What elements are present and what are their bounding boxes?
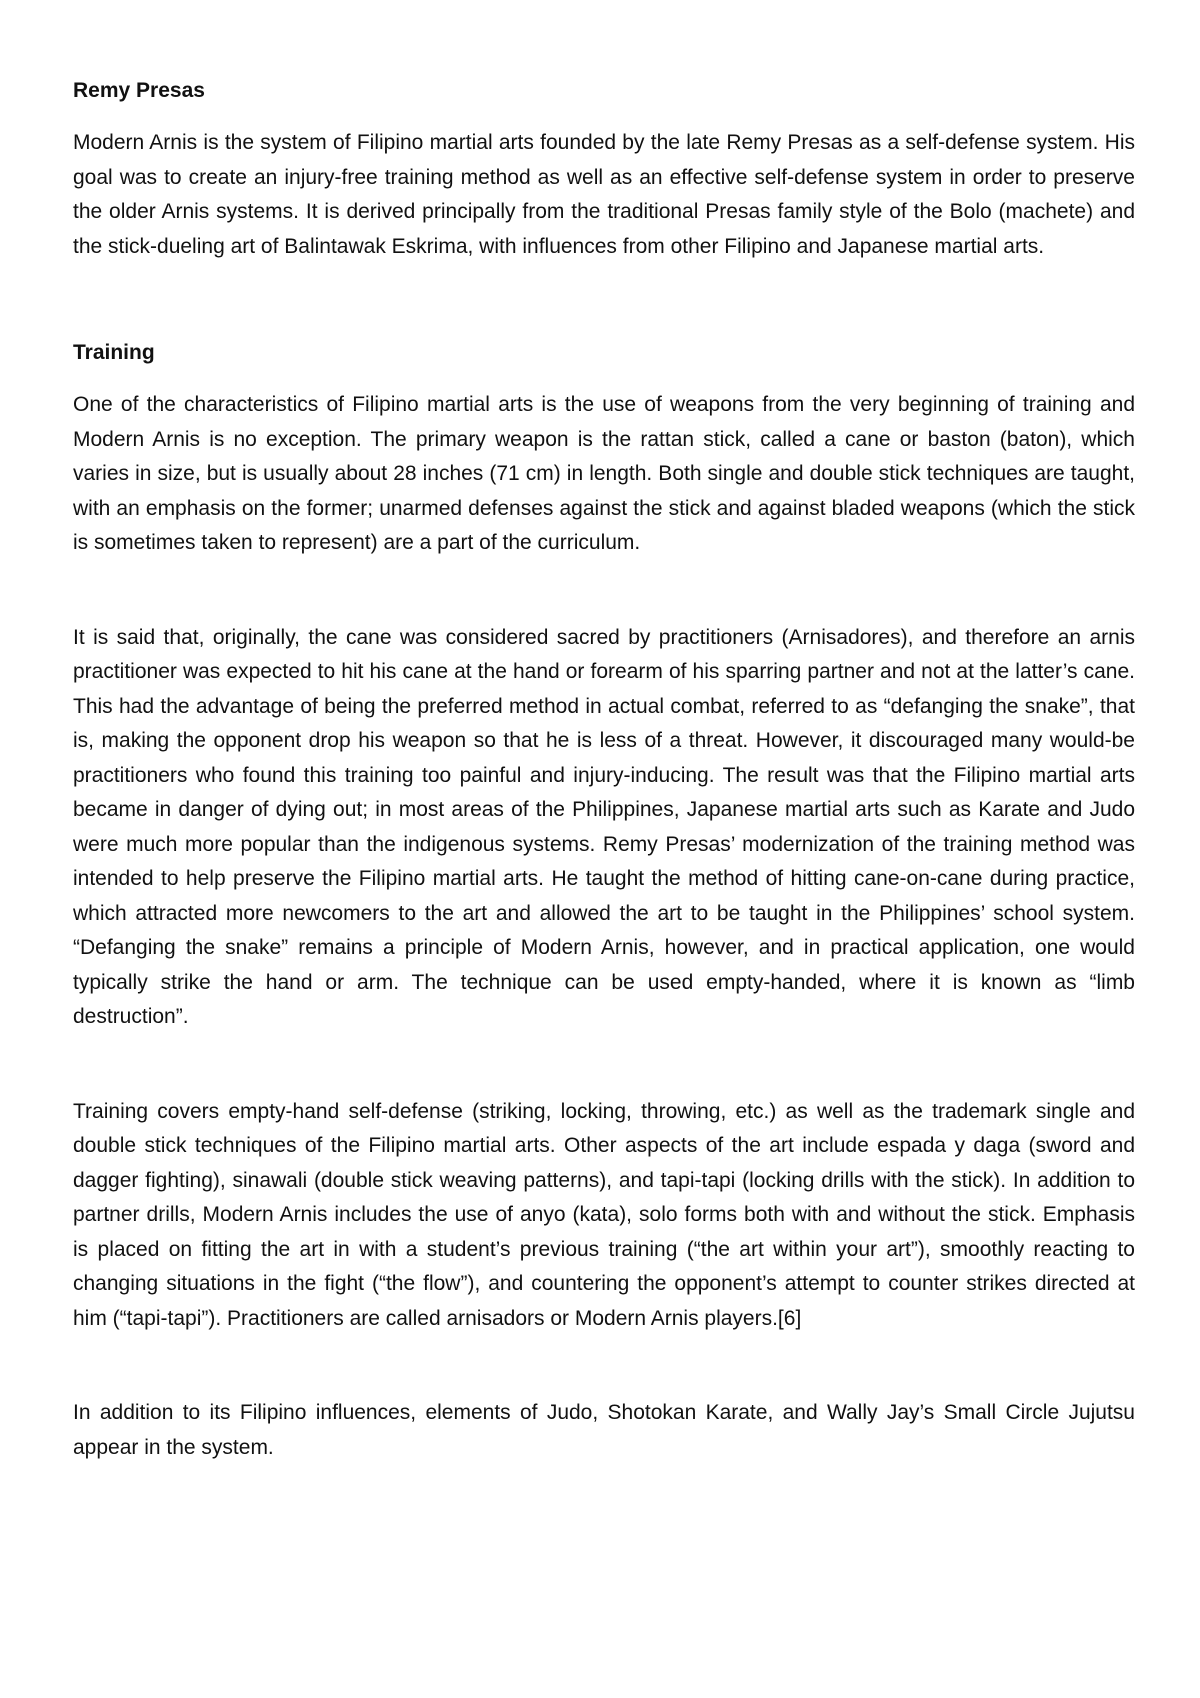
paragraph-training-coverage: Training covers empty-hand self-defense (striking, locking, throwing, etc.) as well as the trademark single and double stick techniques of the Filipino martial arts. Other aspects of the art include espada y daga (sword and dagger fighting), sinawali (double stick weaving patterns), and tapi-tapi (locking drills with the stick). In addition to partner drills, Modern Arnis includes the use of anyo (kata), solo forms both with and without the stick. Emphasis is placed on fitting the art in with a student’s previous training (“the art within your art”), smoothly reacting to changing situations in the fight (“the flow”), and countering the opponent’s attempt to counter strikes directed at him (“tapi-tapi”). Practitioners are called arnisadors or Modern Arnis players.[6] <box>73 1099 1135 1330</box>
paragraph-weapons: One of the characteristics of Filipino martial arts is the use of weapons from the very beginning of training and Modern Arnis is no exception. The primary weapon is the rattan stick, called a cane or baston (baton), which varies in size, but is usually about 28 inches (71 cm) in length. Both single and double stick techniques are taught, with an emphasis on the former; unarmed defenses against the stick and against bladed weapons (which the stick is sometimes taken to represent) are a part of the curriculum. <box>73 393 1135 554</box>
section-heading-remy-presas: Remy Presas <box>73 79 205 102</box>
document-body <box>73 74 1135 1465</box>
paragraph-cane-history: It is said that, originally, the cane was considered sacred by practitioners (Arnisadores), and therefore an arnis practitioner was expected to hit his cane at the hand or forearm of his sparring partner and not at the latter’s cane. This had the advantage of being the preferred method in actual combat, referred to as “defanging the snake”, that is, making the opponent drop his weapon so that he is less of a threat. However, it discouraged many would-be practitioners who found this training too painful and injury-inducing. The result was that the Filipino martial arts became in danger of dying out; in most areas of the Philippines, Japanese martial arts such as Karate and Judo were much more popular than the indigenous systems. Remy Presas’ modernization of the training method was intended to help preserve the Filipino martial arts. He taught the method of hitting cane-on-cane during practice, which attracted more newcomers to the art and allowed the art to be taught in the Philippines’ school system. “Defanging the snake” remains a principle of Modern Arnis, however, and in practical application, one would typically strike the hand or arm. The technique can be used empty-handed, where it is known as “limb destruction”. <box>73 625 1135 1028</box>
section-heading-training: Training <box>73 341 155 364</box>
paragraph-influences: In addition to its Filipino influences, elements of Judo, Shotokan Karate, and Wally Jay’s Small Circle Jujutsu appear in the system. <box>73 1401 1135 1459</box>
paragraph-intro: Modern Arnis is the system of Filipino martial arts founded by the late Remy Presas as a self-defense system. His goal was to create an injury-free training method as well as an effective self-defense system in order to preserve the older Arnis systems. It is derived principally from the traditional Presas family style of the Bolo (machete) and the stick-dueling art of Balintawak Eskrima, with influences from other Filipino and Japanese martial arts. <box>73 131 1135 258</box>
